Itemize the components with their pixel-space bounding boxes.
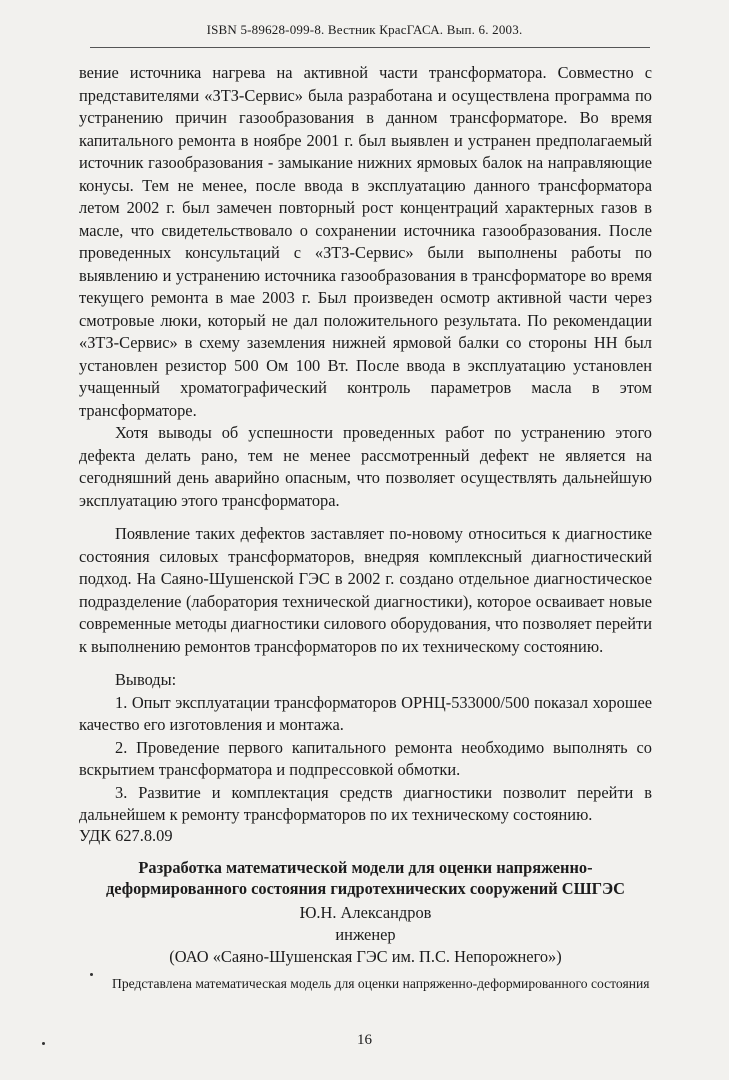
paragraph-diagnostics: Появление таких дефектов заставляет по-новому относиться к диагностике состояния силовых трансформаторов, внедряя комплексный диагностический подход. На Саяно-Шушенской ГЭС в 2002 г. создано отдельное диагностическое подразделение (лаборатория технической диагностики), которое осваивает новые современные методы диагностики силового оборудования, что позволяет перейти к выполнению ремонтов трансформаторов по их техническому состоянию. xyxy=(79,524,652,656)
article-title xyxy=(79,857,652,899)
article-title-line-2: деформированного состояния гидротехнических сооружений СШГЭС xyxy=(106,879,625,898)
scan-speck xyxy=(90,973,93,976)
author-role: инженер xyxy=(335,925,396,944)
page-number: 16 xyxy=(357,1032,372,1048)
author-name: Ю.Н. Александров xyxy=(299,903,432,922)
article-body xyxy=(79,62,652,827)
paragraph-continuation: вение источника нагрева на активной части трансформатора. Совместно с представителями «ЗТЗ-Сервис» была разработана и осуществлена программа по устранению причин газообразования в данном трансформаторе. Во время капитального ремонта в ноябре 2001 г. был выявлен и устранен предполагаемый источник газообразования - замыкание нижних ярмовых балок на направляющие конусы. Тем не менее, после ввода в эксплуатацию данного трансформатора летом 2002 г. был замечен повторный рост концентраций характерных газов в масле, что свидетельствовало о сохранении источника газообразования. После проведенных консультаций с «ЗТЗ-Сервис» были выполнены работы по выявлению и устранению источника газообразования в трансформаторе во время текущего ремонта в мае 2003 г. Был произведен осмотр активной части через смотровые люки, который не дал положительного результата. По рекомендации «ЗТЗ-Сервис» в схему заземления нижней ярмовой балки со стороны НН был установлен резистор 500 Ом 100 Вт. После ввода в эксплуатацию установлен учащенный хроматографический контроль параметров масла в этом трансформаторе. xyxy=(79,63,652,420)
conclusions-heading: Выводы: xyxy=(115,670,177,689)
author-organization: (ОАО «Саяно-Шушенская ГЭС им. П.С. Непорожнего») xyxy=(169,947,562,966)
header-rule xyxy=(90,47,650,48)
conclusion-item-2: 2. Проведение первого капитального ремонта необходимо выполнять со вскрытием трансформатора и подпрессовкой обмотки. xyxy=(79,737,652,779)
conclusion-item-1: 1. Опыт эксплуатации трансформаторов ОРНЦ-533000/500 показал хорошее качество его изготовления и монтажа. xyxy=(79,692,652,734)
abstract-start: Представлена математическая модель для оценки напряженно-деформированного состояния xyxy=(112,976,650,991)
scan-speck xyxy=(42,1042,45,1045)
udc-code: УДК 627.8.09 xyxy=(79,826,173,845)
article-title-line-1: Разработка математической модели для оценки напряженно- xyxy=(138,858,593,877)
conclusion-item-3: 3. Развитие и комплектация средств диагностики позволит перейти в дальнейшем к ремонту трансформаторов по их техническому состоянию. xyxy=(79,782,652,824)
running-header: ISBN 5-89628-099-8. Вестник КрасГАСА. Вып. 6. 2003. xyxy=(206,22,523,37)
paragraph-defect-assessment: Хотя выводы об успешности проведенных работ по устранению этого дефекта делать рано, тем не менее рассмотренный дефект не является на сегодняшний день аварийно опасным, что позволяет осуществлять дальнейшую эксплуатацию этого трансформатора. xyxy=(79,423,652,510)
